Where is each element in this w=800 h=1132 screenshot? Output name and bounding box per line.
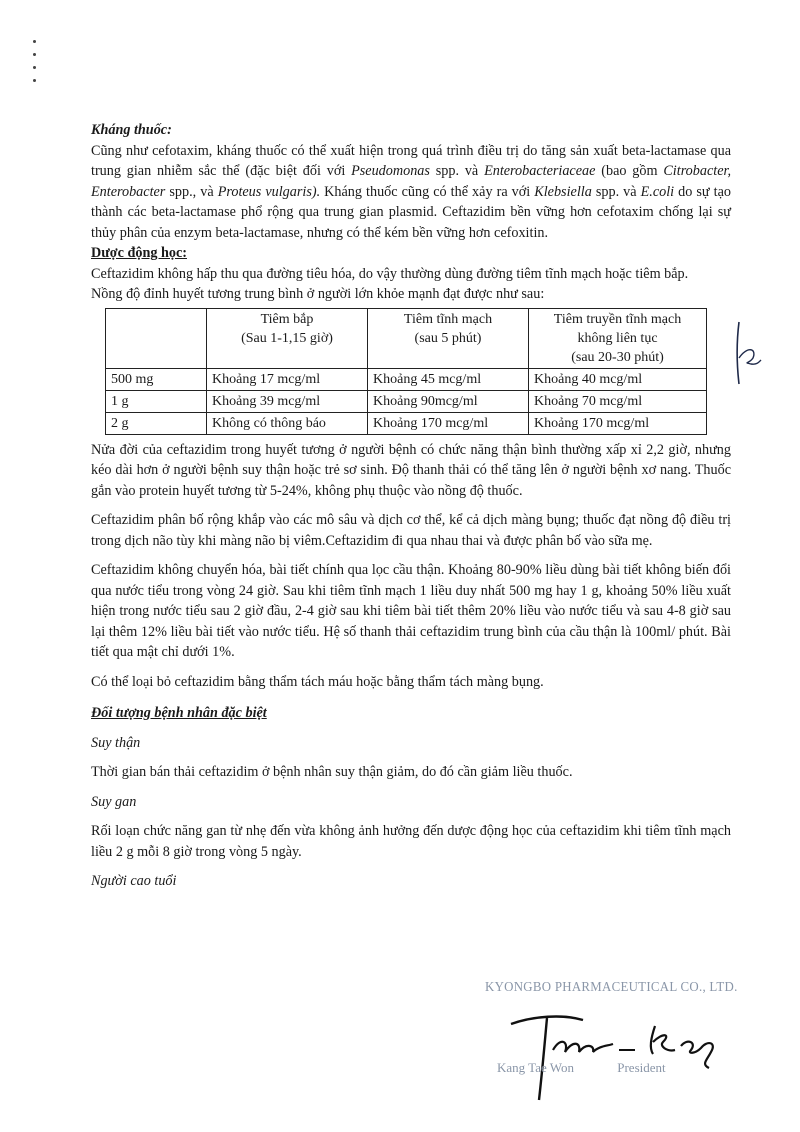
elderly-subheading: Người cao tuổi <box>91 873 177 889</box>
pk-paragraph-2: Nồng độ đỉnh huyết tương trung bình ở người lớn khỏe mạnh đạt được như sau: <box>91 286 545 302</box>
table-cell: Khoảng 170 mcg/ml <box>368 412 529 434</box>
initial-mark-icon <box>727 318 767 388</box>
peak-concentration-table <box>105 308 707 435</box>
special-population-heading: Đối tượng bệnh nhân đặc biệt <box>91 705 267 721</box>
table-row <box>106 412 707 434</box>
table-row <box>106 390 707 412</box>
table-cell: Khoảng 45 mcg/ml <box>368 368 529 390</box>
margin-dots <box>33 40 37 92</box>
table-cell: Khoảng 90mcg/ml <box>368 390 529 412</box>
pk-paragraph-4: Ceftazidim phân bố rộng khắp vào các mô sâu và dịch cơ thể, kể cả dịch màng bụng; thuốc đạt nồng độ điều trị trong dịch não tùy khi màng não bị viêm.Ceftazidim đi qua nhau thai và được phân bố vào sữa mẹ. <box>91 512 731 549</box>
table-cell: Khoảng 40 mcg/ml <box>529 368 707 390</box>
table-cell: 500 mg <box>106 368 207 390</box>
pk-paragraph-5: Ceftazidim không chuyển hóa, bài tiết chính qua lọc cầu thận. Khoảng 80-90% liều dùng bài tiết không biến đổi qua nước tiểu trong vòng 24 giờ. Sau khi tiêm tĩnh mạch 1 liều duy nhất 500 mg hay 1 g, khoảng 50% liều xuất hiện trong nước tiểu sau 2 giờ đầu, 2-4 giờ sau khi tiêm bài tiết thêm 20% liều vào nước tiểu và sau 4-8 giờ sau lại thêm 12% liều bài tiết vào nước tiểu. Hệ số thanh thải ceftazidim trung bình của cầu thận là 100ml/ phút. Bài tiết qua mật chỉ dưới 1%. <box>91 562 731 660</box>
hepatic-paragraph: Rối loạn chức năng gan từ nhẹ đến vừa không ảnh hưởng đến dược động học của ceftazidim khi tiêm tĩnh mạch liều 2 g mỗi 8 giờ trong vòng 5 ngày. <box>91 823 731 860</box>
table-header-cell: Tiêm truyền tĩnh mạch không liên tục (sau 20-30 phút) <box>529 308 707 368</box>
table-cell: Không có thông báo <box>207 412 368 434</box>
table-cell: Khoảng 39 mcg/ml <box>207 390 368 412</box>
table-cell: Khoảng 70 mcg/ml <box>529 390 707 412</box>
company-stamp <box>483 978 743 1088</box>
stamp-signatory-title: President <box>617 1060 666 1075</box>
stamp-signatory <box>497 1060 666 1076</box>
table-header-row <box>106 308 707 368</box>
table-row <box>106 368 707 390</box>
table-cell: 1 g <box>106 390 207 412</box>
table-header-cell <box>106 308 207 368</box>
resistance-heading: Kháng thuốc: <box>91 122 172 138</box>
pk-paragraph-1: Ceftazidim không hấp thu qua đường tiêu hóa, do vậy thường dùng đường tiêm tĩnh mạch hoặc tiêm bắp. <box>91 265 689 282</box>
document-body <box>91 120 731 892</box>
stamp-company-name: KYONGBO PHARMACEUTICAL CO., LTD. <box>485 980 738 995</box>
pk-paragraph-3: Nửa đời của ceftazidim trong huyết tương ở người bệnh có chức năng thận bình thường xấp xỉ 2,2 giờ, nhưng kéo dài hơn ở người bệnh suy thận hoặc trẻ sơ sinh. Độ thanh thải có thể tăng lên ở người bệnh xơ nang. Thuốc gắn vào protein huyết tương từ 5-24%, không phụ thuộc vào nồng độ thuốc. <box>91 441 731 499</box>
table-cell: 2 g <box>106 412 207 434</box>
resistance-paragraph: Cũng như cefotaxim, kháng thuốc có thể xuất hiện trong quá trình điều trị do tăng sản xuất beta-lactamase qua trung gian nhiễm sắc thể (đặc biệt đối với Pseudomonas spp. và Enterobacteriaceae (bao gồm Citrobacter, Enterobacter spp., và Proteus vulgaris). Kháng thuốc cũng có thể xảy ra với Klebsiella spp. và E.coli do sự tạo thành các beta-lactamase phổ rộng qua trung gian plasmid. Ceftazidim bền vững hơn cefotaxim chống lại sự thủy phân của enzym beta-lactamase, nhưng có thể kém bền vững hơn cefoxitin. <box>91 142 731 241</box>
table-cell: Khoảng 170 mcg/ml <box>529 412 707 434</box>
table-header-cell: Tiêm tĩnh mạch (sau 5 phút) <box>368 308 529 368</box>
renal-paragraph: Thời gian bán thải ceftazidim ở bệnh nhân suy thận giảm, do đó cần giảm liều thuốc. <box>91 764 573 780</box>
stamp-signatory-name: Kang Tae Won <box>497 1060 574 1075</box>
pk-heading: Dược động học: <box>91 245 187 261</box>
table-cell: Khoảng 17 mcg/ml <box>207 368 368 390</box>
hepatic-subheading: Suy gan <box>91 793 137 810</box>
pk-paragraph-6: Có thể loại bỏ ceftazidim bằng thẩm tách máu hoặc bằng thẩm tách màng bụng. <box>91 673 544 690</box>
table-header-cell: Tiêm bắp (Sau 1-1,15 giờ) <box>207 308 368 368</box>
renal-subheading: Suy thận <box>91 734 141 751</box>
signature-icon <box>503 994 733 1104</box>
